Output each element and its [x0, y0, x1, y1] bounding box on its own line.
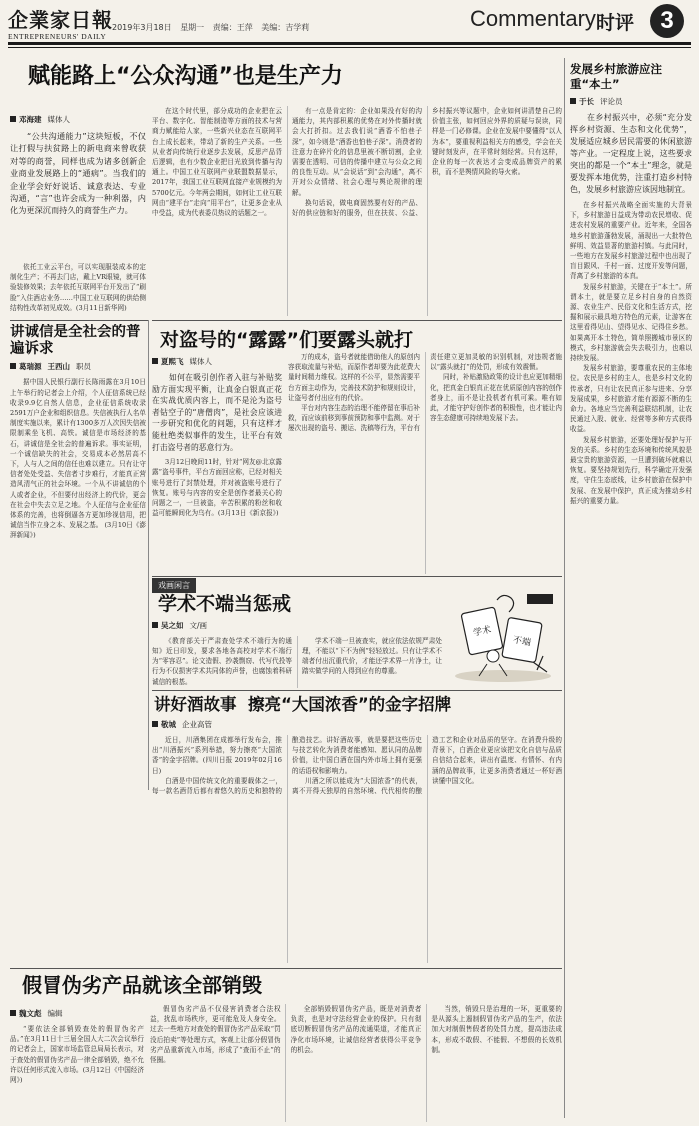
- article-lead: 在乡村振兴中，必须“充分发挥乡村资源、生态和文化优势”，发展适应城乡居民需要的休闲旅游等产业。一定程度上说，这些要求突出的都是一个“本土”理念，就是要发挥本地优势，注重打造乡村特色，发展乡村旅游应该因地制宜。: [570, 113, 692, 194]
- divider: [152, 320, 562, 321]
- author-name: 敬城: [161, 719, 176, 729]
- cartoon-drawing: [447, 586, 560, 686]
- divider: [10, 320, 148, 321]
- article-headline: 发展乡村旅游应注重“本土”: [570, 62, 662, 91]
- article-integrity: [10, 324, 146, 786]
- divider: [152, 690, 562, 691]
- divider: [152, 576, 562, 577]
- byline-marker-icon: [570, 98, 576, 104]
- author-name-2: 王西山: [47, 362, 70, 372]
- article-lead: 如何在吸引创作者入驻与补贴奖励方面实现平衡，让真金白银真正花在实战优质内容上，而不是沦为盗号者钻空子的“唐僧肉”，是社会应该进一步研究和优化的问题，只有这样才能杜绝类似事件的发生，让平台有效打击盗号者的恶意行为。: [152, 373, 282, 452]
- author-name: 吴之如: [161, 620, 184, 630]
- masthead-rule: [8, 42, 691, 45]
- brand-name-cn: 企業家日報: [8, 8, 113, 32]
- article-paragraph: 当然，销毁只是治理的一环，更重要的是从源头上遏制假冒伪劣产品的生产，依法加大对制假售假者的处罚力度，提高违法成本，形成不敢假、不能假、不想假的长效机制。: [431, 1005, 562, 1054]
- article-byline: [570, 96, 692, 107]
- article-paragraph: 白酒是中国传统文化的重要载体之一，每一款名酒背后都有着悠久的历史和独特的酿造技艺。讲好酒故事，就是要把这些历史与技艺转化为消费者能感知、愿认同的品牌价值，让中国白酒在国内外市场上拥有更强的话语权和影响力。: [152, 735, 422, 795]
- article-byline: [152, 719, 562, 730]
- article-byline: [152, 356, 282, 367]
- article-paragraph: 发展乡村旅游，还要处理好保护与开发的关系。乡村的生态环境和传统风貌是最宝贵的旅游资源，一旦遭到破坏就难以恢复。要坚持规划先行，科学确定开发强度，守住生态底线，让乡村旅游在保护中发展、在发展中保护，真正成为推动乡村振兴的重要力量。: [570, 435, 692, 505]
- author-role: 评论员: [600, 97, 623, 106]
- article-paragraph: “要依法全部销毁查处的假冒伪劣产品。”在3月11日十三届全国人大二次会议举行的记者会上，国家市场监管总局局长表示，对于查处的假冒伪劣产品一律全部销毁，绝不允许以任何形式流入市场。(3月12日《中国经济网》): [10, 1025, 144, 1085]
- illustration-label: 学术: [472, 625, 493, 639]
- author-role: 编辑: [47, 1009, 63, 1018]
- section-title-cn: 时评: [596, 12, 635, 34]
- article-paragraph: 川酒之所以能成为“大国浓香”的代表，离不开得天独厚的自然环境、代代相传的酿造工艺和企业对品质的坚守。在消费升级的背景下，白酒企业更应该把文化自信与品质自信结合起来，讲出有温度、有情怀、有内涵的品牌故事，让更多消费者通过一杯好酒读懂中国文化。: [292, 735, 562, 795]
- divider: [10, 968, 562, 969]
- article-paragraph: 在乡村振兴战略全面实施的大背景下，乡村旅游日益成为带动农民增收、促进农村发展的重要产业。近年来，全国各地乡村旅游蓬勃发展，涌现出一大批特色鲜明、效益显著的旅游村镇。与此同时，一些地方在发展乡村旅游过程中也出现了盲目跟风、千村一面、过度开发等问题，背离了乡村旅游的本真。: [570, 201, 692, 281]
- article-academic-misconduct: [152, 592, 442, 688]
- author-name: 夏熙飞: [161, 357, 184, 366]
- author-role: 职员: [76, 362, 91, 372]
- article-rural-tourism: [570, 62, 692, 1120]
- author-role: 媒体人: [189, 357, 212, 366]
- article-paragraph: 换句话说，做电商固然要有好的产品、好的供应链和好的服务，但在扶贫、公益、乡村振兴等议题中，企业如何讲清楚自己的价值主张，如何回应外界的质疑与误读，同样是一门必修课。企业在发展中要懂得“以人为本”，要重视利益相关方的感受，学会在关键时刻发声，在平常时刻经营。只有这样，企业的每一次表达才会变成品牌资产的累积，而不是舆情风险的导火索。: [292, 107, 562, 218]
- byline-marker-icon: [152, 622, 158, 628]
- article-byline: [10, 114, 146, 125]
- author-role: 媒体人: [47, 115, 70, 124]
- article-byline: [10, 361, 146, 372]
- issue-info: [112, 22, 315, 33]
- article-paragraph: 发展乡村旅游，要尊重农民的主体地位。农民是乡村的主人，也是乡村文化的传承者，只有让农民真正参与进来、分享发展成果，乡村旅游才能有源源不断的生命力。各地应当完善利益联结机制，让农民通过入股、就业、经营等多种方式获得收益。: [570, 364, 692, 434]
- column-divider: [148, 320, 149, 790]
- article-headline: 假冒伪劣产品就该全部销毁: [22, 973, 262, 997]
- article-account-theft-body: [288, 352, 562, 574]
- issue-weekday: 星期一: [180, 23, 205, 32]
- article-paragraph: 平台对内容生态的治理不能停留在事后补救，而应该前移到事前预防和事中监测。对于屡次出现的盗号、搬运、洗稿等行为，平台有责任建立更加灵敏的识别机制，对违规者施以“露头就打”的处罚，形成有效震慑。: [288, 353, 562, 433]
- article-headline: 学术不端当惩戒: [158, 593, 292, 615]
- article-byline: [10, 1008, 144, 1019]
- article-paragraph: 据中国人民银行副行长陈雨露在3月10日上午举行的记者会上介绍，个人征信系统已经收录9.9亿自然人信息，企业征信系统收录2591万户企业和组织信息。失信被执行人名单制度实施以来，累计有1300多万人次因失信被限制乘坐飞机、高铁。诚信是市场经济的基石，讲诚信是全社会的普遍诉求。事实证明，一个诚信缺失的社会，交易成本必然居高不下，人与人之间的信任也难以建立。只有让守信者处处受益、失信者寸步难行，才能真正营造风清气正的社会环境。一个从不讲诚信的个人或者企业，不但要付出经济上的代价，更会在社会中失去立足之地。个人征信与企业征信体系的完善，也将倒逼各方更加珍视信用，把诚信当作立身之本、发展之基。: [10, 378, 146, 530]
- article-headline: 对盗号的“露露”们要露头就打: [160, 329, 413, 351]
- byline-marker-icon: [152, 358, 158, 364]
- article-headline: 讲好酒故事 擦亮“大国浓香”的金字招牌: [154, 695, 452, 714]
- masthead-rule-thin: [8, 47, 691, 48]
- article-counterfeit-goods-left: [10, 1004, 144, 1122]
- article-account-theft-left: [152, 352, 282, 574]
- article-body: [10, 377, 146, 540]
- article-paragraph: 近日，川酒集团在成都举行发布会，推出“川酒振兴”系列举措，努力擦亮“大国浓香”的金字招牌。(四川日报 2019年02月16日): [152, 735, 282, 775]
- article-lead: “公共沟通能力”这块短板，不仅让打假与扶贫路上的新电商来曾收获对等的商誉，同样也成为诸多创新企业商业发展路上的“通病”。当我们的企业学会好好说话、诚意表达、专业沟通，“言”也许会成为一种利器，内化为更深沉而持久的商誉生产力。: [10, 131, 146, 216]
- article-paragraph: 学术不端一旦被查实，就应依法依规严肃处理，不能以“下不为例”轻轻放过。只有让学术不端者付出沉重代价，才能还学术界一片净土，让踏实做学问的人得到应有的尊重。: [302, 636, 442, 676]
- section-title-en: Commentary: [470, 6, 596, 31]
- article-counterfeit-goods-body: [150, 1004, 562, 1122]
- author-name: 葛瑞源: [19, 362, 42, 372]
- article-body: [152, 735, 562, 963]
- article-byline: [152, 620, 442, 631]
- author-role: 文/画: [189, 620, 208, 630]
- article-headline: 讲诚信是全社会的普遍诉求: [10, 324, 141, 357]
- byline-marker-icon: [152, 721, 158, 727]
- article-news-summary: 依托工业云平台，可以实现服装成本的定制化生产；不再去门店，戴上VR眼镜，就可体验装修效果；去年依托互联网平台开发出了“刷脸”入住酒店业务……中国工业互联网的供给侧结构性改革初见成效。(3月11日新华网): [10, 263, 146, 312]
- author-role: 企业高管: [182, 719, 212, 729]
- byline-marker-icon: [10, 116, 16, 122]
- author-name: 魏文彪: [19, 1009, 42, 1018]
- author-name: 于长: [579, 97, 594, 106]
- page-number-badge: 3: [650, 4, 684, 38]
- article-liquor-story: [152, 694, 562, 964]
- article-source: (3月10日《澎湃新闻》): [10, 521, 146, 540]
- article-headline: 赋能路上“公众沟通”也是生产力: [28, 64, 343, 89]
- column-tag: 戏画闲言: [152, 578, 196, 593]
- article-paragraph: 假冒伪劣产品不仅侵害消费者合法权益，扰乱市场秩序，更可能危及人身安全。过去一些地方对查处的假冒伪劣产品采取“罚没后拍卖”等处理方式，客观上让部分假冒伪劣产品重新流入市场，形成了“查而不止”的怪圈。: [150, 1005, 281, 1065]
- article-paragraph: 3月12日晚间11时，针对“网友@北京露露”盗号事件，平台方面回应称，已经对相关账号进行了封禁处理，并对被盗账号进行了恢复。账号与内容的安全是创作者最关心的问题之一，一旦被盗，辛苦积累的粉丝和收益可能瞬间化为乌有。(3月13日《新京报》): [152, 458, 282, 518]
- article-paragraph: 同时，补贴激励政策的设计也应更加精细化，把真金白银真正花在优质原创内容的创作者身上，而不是让投机者有机可乘。唯有如此，才能守护好创作者的积极性，也才能让内容生态健康可持续地发展下去。: [430, 373, 562, 423]
- issue-date: 2019年3月18日: [112, 23, 172, 32]
- article-public-communication-news: [10, 262, 146, 318]
- article-paragraph: 万的成本，盗号者就能借助他人的原创内容获取流量与补贴，而原作者却要为此花费大量时间精力维权。这样的不公平，显然需要平台方面主动作为，完善技术防护和规则设计，让盗号者付出应有的代价。: [288, 353, 420, 402]
- article-body: [288, 352, 562, 574]
- article-body: [150, 1004, 562, 1122]
- newspaper-logo: [8, 4, 113, 41]
- illustration-label: 不端: [512, 635, 532, 649]
- article-public-communication-body: [152, 106, 562, 316]
- article-body: [152, 636, 442, 688]
- editor-credit: 责编：王萍: [212, 23, 253, 32]
- author-name: 邓海建: [19, 115, 42, 124]
- masthead: [0, 0, 699, 52]
- byline-marker-icon: [10, 1010, 16, 1016]
- article-body: [152, 106, 562, 316]
- article-paragraph: 《教育部关于严肃查处学术不端行为的通知》近日印发，要求各地各高校对学术不端行为“零容忍”。论文造假、抄袭剽窃、代写代投等行为不仅损害学术共同体的声誉，也腐蚀着科研诚信的根基。: [152, 636, 292, 686]
- brand-name-en: ENTREPRENEURS' DAILY: [8, 32, 107, 41]
- article-paragraph: 有一点是肯定的：企业如果没有好的沟通能力，其内部积累的优势在对外传播时就会大打折扣。过去我们说“酒香不怕巷子深”，如今则是“酒香也怕巷子深”。消费者的注意力在碎片化的信息里被不断切割，企业需要在透明、可信的传播中建立与公众之间的良性互动。从“会说话”到“会沟通”，离不开对公众情绪、社会心理与舆论规律的理解。: [292, 107, 422, 197]
- column-divider: [564, 58, 565, 1118]
- cartoon-illustration: [447, 586, 560, 686]
- article-paragraph: 发展乡村旅游，关键在于“本土”。所谓本土，就是要立足乡村自身的自然资源、农业生产、民俗文化和生活方式，挖掘和展示最具地方特色的元素，让游客在这里看得见山、望得见水、记得住乡愁。如果离开本土特色，简单照搬城市景区的模式，乡村旅游就会失去吸引力，也难以持续发展。: [570, 282, 692, 363]
- byline-marker-icon: [10, 363, 16, 369]
- article-paragraph: 全部销毁假冒伪劣产品，既是对消费者负责，也是对守法经营企业的保护。只有彻底切断假冒伪劣产品的流通渠道，才能真正净化市场环境，让诚信经营者获得公平竞争的机会。: [290, 1005, 422, 1054]
- designer-credit: 美编：吉学莉: [261, 23, 310, 32]
- article-paragraph: 在这个时代里，部分成功的企业把在云平台、数字化、智能制造等方面的技术与营商力赋能给人家，一些新兴业态在互联网平台上成长起来，带动了新的生产关系。一些从业者向传统行业逐步去发展，反思产品背后逻辑，也有少数企业把目光放到传播与沟通上。中国工业互联网产业联盟数据显示，2017年，我国工业互联网直接产业规模约为5700亿元。今年两会期间，如何让工业互联网由“建平台”走向“用平台”，让更多企业从中受益，成为代表委员热议的话题之一。: [152, 107, 282, 218]
